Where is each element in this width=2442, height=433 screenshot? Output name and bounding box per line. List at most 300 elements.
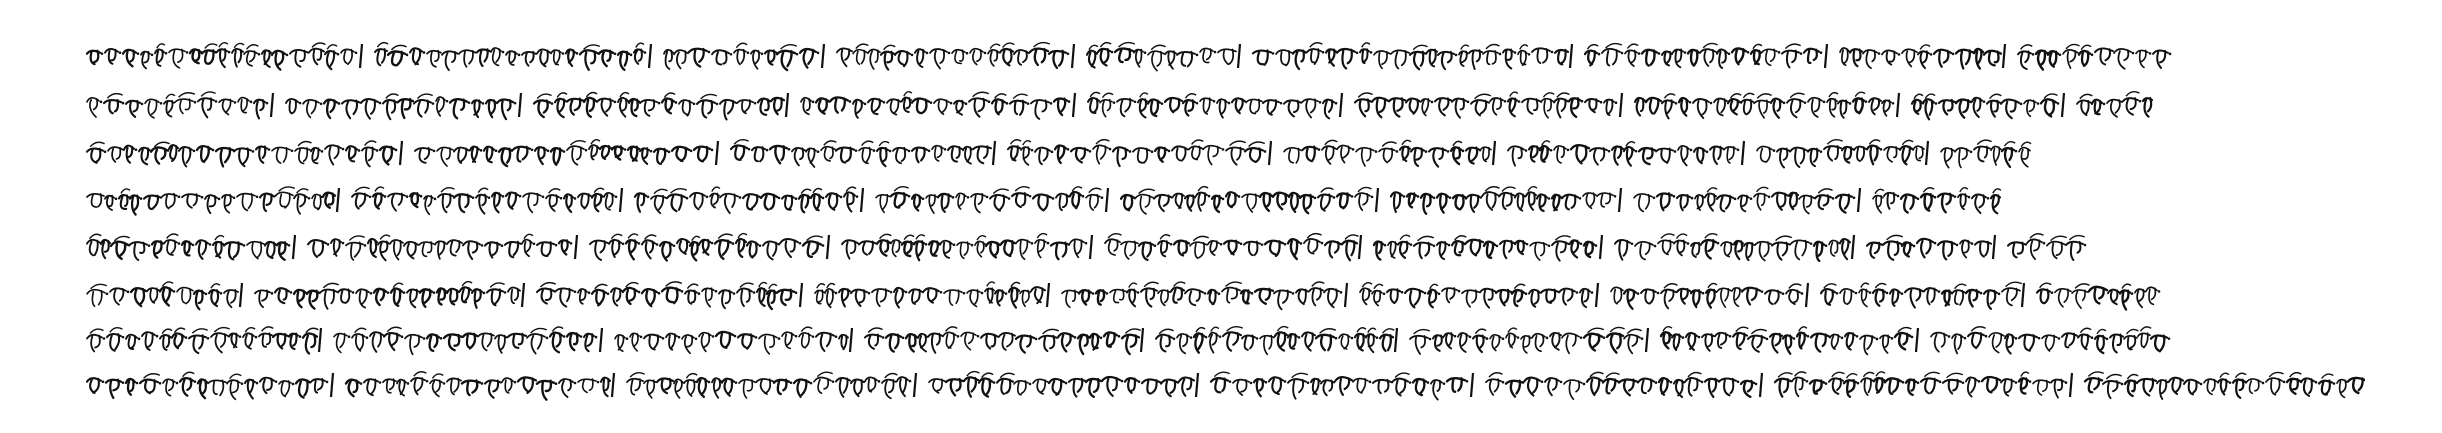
tsheg-dot xyxy=(1431,101,1434,104)
tsheg-dot xyxy=(342,242,345,245)
syllable-glyph xyxy=(513,147,530,162)
vowel-sign xyxy=(1312,282,1325,286)
syllable-glyph xyxy=(338,289,351,303)
tsheg-dot xyxy=(531,148,534,151)
syllable-glyph xyxy=(1049,379,1064,395)
vowel-sign xyxy=(2021,142,2031,146)
syllable-glyph xyxy=(1771,99,1782,118)
vowel-sign xyxy=(2122,284,2131,288)
tsheg-dot xyxy=(2058,337,2061,340)
vowel-sign xyxy=(1661,234,1675,238)
syllable-glyph xyxy=(1304,239,1320,254)
syllable-glyph xyxy=(1882,100,1891,116)
syllable-glyph xyxy=(1503,49,1513,68)
vowel-sign xyxy=(1400,235,1410,239)
vowel-sign xyxy=(1192,140,1204,144)
syllable-glyph xyxy=(87,149,103,163)
syllable-glyph xyxy=(600,146,611,159)
syllable-glyph xyxy=(1661,332,1671,348)
tsheg-dot xyxy=(555,244,558,247)
syllable-glyph xyxy=(164,240,177,255)
tsheg-dot xyxy=(443,382,446,385)
syllable-glyph xyxy=(666,333,677,349)
syllable-glyph xyxy=(289,334,298,349)
syllable-glyph xyxy=(1694,148,1705,163)
tsheg-dot xyxy=(864,103,867,106)
tsheg-dot xyxy=(1352,148,1355,151)
tsheg-dot xyxy=(122,102,125,105)
syllable-glyph xyxy=(1337,49,1355,68)
syllable-glyph xyxy=(689,49,707,67)
tsheg-dot xyxy=(855,149,858,152)
syllable-glyph xyxy=(460,287,471,302)
tsheg-dot xyxy=(1706,150,1709,153)
tsheg-dot xyxy=(299,335,302,338)
vowel-sign xyxy=(2075,284,2089,288)
vowel-sign xyxy=(1214,372,1229,376)
vowel-sign xyxy=(1011,282,1020,286)
syllable-glyph xyxy=(1912,100,1922,114)
syllable-glyph xyxy=(1218,49,1236,64)
syllable-glyph xyxy=(2055,289,2071,307)
syllable-glyph xyxy=(615,335,625,351)
syllable-glyph xyxy=(534,100,550,117)
vowel-sign xyxy=(1325,140,1338,144)
tsheg-dot xyxy=(1319,101,1322,104)
syllable-glyph xyxy=(1335,377,1352,395)
syllable-glyph xyxy=(1741,100,1753,115)
vowel-sign xyxy=(1778,373,1792,377)
vowel-sign xyxy=(1977,140,1991,144)
tsheg-dot xyxy=(320,102,323,105)
tsheg-dot xyxy=(2169,53,2172,56)
tsheg-dot xyxy=(185,336,188,339)
vowel-sign xyxy=(1100,43,1111,47)
syllable-glyph xyxy=(1051,243,1069,260)
tsheg-dot xyxy=(638,242,641,245)
tsheg-dot xyxy=(734,335,737,338)
syllable-glyph xyxy=(1968,333,1984,348)
tsheg-dot xyxy=(1065,382,1068,385)
syllable-glyph xyxy=(414,100,431,117)
tsheg-dot xyxy=(1880,148,1883,151)
syllable-glyph xyxy=(1799,196,1814,214)
tsheg-dot xyxy=(271,292,274,295)
vowel-sign xyxy=(654,189,668,193)
syllable-glyph xyxy=(388,194,405,211)
tsheg-dot xyxy=(1892,102,1895,105)
tsheg-dot xyxy=(615,196,618,199)
tsheg-dot xyxy=(647,195,650,198)
vowel-sign xyxy=(1321,188,1334,192)
syllable-glyph xyxy=(842,240,858,258)
tsheg-dot xyxy=(1074,336,1077,339)
tsheg-dot xyxy=(440,337,443,340)
syllable-glyph xyxy=(260,378,274,393)
syllable-glyph xyxy=(685,291,697,304)
syllable-glyph xyxy=(450,99,467,118)
syllable-glyph xyxy=(584,334,594,351)
tsheg-dot xyxy=(1546,337,1549,340)
syllable-glyph xyxy=(952,50,965,64)
tsheg-dot xyxy=(1376,336,1379,339)
tsheg-dot xyxy=(1930,53,1933,56)
syllable-glyph xyxy=(954,101,964,115)
vowel-sign xyxy=(817,284,825,288)
tsheg-dot xyxy=(1213,100,1216,103)
syllable-glyph xyxy=(1956,100,1971,118)
syllable-glyph xyxy=(774,380,789,394)
tsheg-dot xyxy=(1987,197,1990,200)
syllable-glyph xyxy=(346,146,357,161)
vowel-sign xyxy=(1249,142,1265,146)
syllable-glyph xyxy=(882,380,896,399)
syllable-glyph xyxy=(876,195,890,213)
tsheg-dot xyxy=(658,292,661,295)
tsheg-dot xyxy=(100,101,103,104)
syllable-glyph xyxy=(1121,241,1138,259)
shad-mark xyxy=(1926,141,1928,165)
syllable-glyph xyxy=(1641,289,1656,303)
vowel-sign xyxy=(1475,94,1491,98)
syllable-glyph xyxy=(1821,289,1835,305)
tsheg-dot xyxy=(761,52,764,55)
syllable-glyph xyxy=(1484,242,1495,258)
syllable-glyph xyxy=(1987,101,2000,117)
tsheg-dot xyxy=(1029,383,1032,386)
tsheg-dot xyxy=(1978,380,1981,383)
line-glyphs xyxy=(85,135,2035,171)
tsheg-dot xyxy=(1938,290,1941,293)
syllable-glyph xyxy=(912,195,921,211)
syllable-glyph xyxy=(1039,336,1057,351)
syllable-glyph xyxy=(373,193,383,208)
vowel-sign xyxy=(1920,45,1930,49)
tsheg-dot xyxy=(1653,196,1656,199)
syllable-glyph xyxy=(1624,290,1636,309)
tsheg-dot xyxy=(215,100,218,103)
syllable-glyph xyxy=(1541,99,1553,118)
vowel-sign xyxy=(1799,327,1807,331)
syllable-glyph xyxy=(1260,336,1274,355)
syllable-glyph xyxy=(487,289,503,305)
syllable-glyph xyxy=(1096,290,1105,304)
syllable-glyph xyxy=(1428,290,1437,308)
tsheg-dot xyxy=(337,53,340,56)
tsheg-dot xyxy=(1825,244,1828,247)
tsheg-dot xyxy=(981,292,984,295)
syllable-glyph xyxy=(792,148,805,165)
syllable-glyph xyxy=(404,242,418,259)
syllable-glyph xyxy=(551,50,561,65)
syllable-glyph xyxy=(1135,195,1153,214)
syllable-glyph xyxy=(578,194,591,209)
shad-mark xyxy=(600,328,602,352)
tsheg-dot xyxy=(986,196,989,199)
syllable-glyph xyxy=(1226,192,1237,207)
syllable-glyph xyxy=(906,334,917,351)
syllable-glyph xyxy=(1254,379,1264,396)
syllable-glyph xyxy=(152,241,163,257)
syllable-glyph xyxy=(1624,335,1640,354)
tsheg-dot xyxy=(1526,243,1529,246)
tsheg-dot xyxy=(165,52,168,55)
vowel-sign xyxy=(1925,94,1935,98)
tsheg-dot xyxy=(1138,380,1141,383)
syllable-glyph xyxy=(1337,193,1350,208)
shad-mark xyxy=(1090,235,1092,259)
vowel-sign xyxy=(323,283,338,287)
tsheg-dot xyxy=(2168,337,2171,340)
syllable-glyph xyxy=(352,334,365,351)
vowel-sign xyxy=(1971,327,1985,331)
syllable-glyph xyxy=(277,242,287,260)
shad-mark xyxy=(1345,283,1347,307)
syllable-glyph xyxy=(1155,148,1167,162)
tsheg-dot xyxy=(766,149,769,152)
tsheg-dot xyxy=(1111,51,1114,54)
tsheg-dot xyxy=(1208,195,1211,198)
syllable-glyph xyxy=(1100,100,1112,117)
vowel-sign xyxy=(1414,330,1430,334)
syllable-glyph xyxy=(1208,241,1219,255)
syllable-glyph xyxy=(629,99,639,116)
tsheg-dot xyxy=(711,242,714,245)
syllable-glyph xyxy=(1400,147,1410,161)
syllable-glyph xyxy=(2047,242,2065,259)
tsheg-dot xyxy=(1820,150,1823,153)
syllable-glyph xyxy=(1421,99,1430,116)
vowel-sign xyxy=(611,234,622,238)
shad-mark xyxy=(293,235,295,259)
syllable-glyph xyxy=(1715,333,1728,348)
syllable-glyph xyxy=(209,290,219,306)
tsheg-dot xyxy=(1878,52,1881,55)
syllable-glyph xyxy=(537,381,554,400)
syllable-glyph xyxy=(1612,146,1623,164)
vowel-sign xyxy=(2069,236,2084,240)
syllable-glyph xyxy=(444,334,462,350)
syllable-glyph xyxy=(1673,49,1683,67)
tsheg-dot xyxy=(748,148,751,151)
syllable-glyph xyxy=(1863,50,1877,68)
syllable-glyph xyxy=(1244,242,1260,256)
syllable-glyph xyxy=(331,239,341,256)
tsheg-dot xyxy=(1335,337,1338,340)
syllable-glyph xyxy=(427,51,441,67)
vowel-sign xyxy=(993,189,1008,193)
tsheg-dot xyxy=(650,150,653,153)
tsheg-dot xyxy=(588,291,591,294)
syllable-glyph xyxy=(1883,241,1901,259)
syllable-glyph xyxy=(1789,193,1798,210)
tsheg-dot xyxy=(966,52,969,55)
syllable-glyph xyxy=(997,379,1013,394)
syllable-glyph xyxy=(478,333,494,350)
syllable-glyph xyxy=(1200,98,1212,114)
tsheg-dot xyxy=(747,51,750,54)
syllable-glyph xyxy=(1559,289,1575,305)
shad-mark xyxy=(786,93,788,117)
syllable-glyph xyxy=(1791,240,1809,259)
syllable-glyph xyxy=(303,100,319,117)
syllable-glyph xyxy=(1733,333,1747,349)
syllable-glyph xyxy=(2027,239,2042,259)
syllable-glyph xyxy=(1486,379,1501,395)
vowel-sign xyxy=(201,92,215,96)
syllable-glyph xyxy=(1882,50,1897,64)
syllable-glyph xyxy=(1303,147,1317,162)
vowel-sign xyxy=(2051,236,2067,240)
tsheg-dot xyxy=(151,53,154,56)
vowel-sign xyxy=(167,234,179,238)
vowel-sign xyxy=(247,45,259,49)
syllable-glyph xyxy=(2337,380,2347,398)
tsheg-dot xyxy=(252,150,255,153)
tsheg-dot xyxy=(140,197,143,200)
vowel-sign xyxy=(1395,373,1409,377)
tsheg-dot xyxy=(2149,52,2152,55)
syllable-glyph xyxy=(697,100,715,117)
vowel-sign xyxy=(2235,373,2246,377)
vowel-sign xyxy=(982,373,994,377)
tsheg-dot xyxy=(348,335,351,338)
tsheg-dot xyxy=(160,102,163,105)
tsheg-dot xyxy=(1631,242,1634,245)
syllable-glyph xyxy=(990,195,1007,211)
syllable-glyph xyxy=(1453,195,1465,209)
tsheg-dot xyxy=(908,195,911,198)
syllable-glyph xyxy=(213,242,223,258)
vowel-sign xyxy=(192,329,207,333)
tsheg-dot xyxy=(963,292,966,295)
shad-mark xyxy=(1760,373,1762,397)
tsheg-dot xyxy=(1654,245,1657,248)
tsheg-dot xyxy=(547,149,550,152)
tsheg-dot xyxy=(2229,381,2232,384)
tsheg-dot xyxy=(1773,149,1776,152)
syllable-glyph xyxy=(126,101,140,117)
vowel-sign xyxy=(1307,234,1321,238)
tsheg-dot xyxy=(849,100,852,103)
shad-mark xyxy=(1340,93,1342,117)
syllable-glyph xyxy=(642,289,657,306)
syllable-glyph xyxy=(611,288,622,305)
syllable-glyph xyxy=(1942,291,1951,306)
tsheg-dot xyxy=(563,335,566,338)
syllable-glyph xyxy=(1974,147,1990,162)
shad-mark xyxy=(575,235,577,259)
syllable-glyph xyxy=(2246,379,2261,393)
syllable-glyph xyxy=(761,194,777,210)
syllable-glyph xyxy=(969,98,987,116)
syllable-glyph xyxy=(872,289,889,306)
syllable-glyph xyxy=(175,99,193,113)
vowel-sign xyxy=(1015,187,1029,191)
syllable-glyph xyxy=(334,334,347,353)
tsheg-dot xyxy=(1897,195,1900,198)
vowel-sign xyxy=(1362,43,1370,47)
tsheg-dot xyxy=(1144,51,1147,54)
syllable-glyph xyxy=(1156,335,1172,352)
syllable-glyph xyxy=(436,97,445,116)
syllable-glyph xyxy=(672,147,689,161)
syllable-glyph xyxy=(1526,192,1536,210)
vowel-sign xyxy=(121,189,130,193)
vowel-sign xyxy=(1789,284,1802,288)
syllable-glyph xyxy=(1717,50,1727,68)
syllable-glyph xyxy=(1524,378,1540,396)
syllable-glyph xyxy=(87,51,100,64)
syllable-glyph xyxy=(1890,289,1900,305)
syllable-glyph xyxy=(720,100,736,120)
vowel-sign xyxy=(1000,373,1014,377)
syllable-glyph xyxy=(747,241,758,257)
syllable-glyph xyxy=(1490,98,1503,115)
tsheg-dot xyxy=(1939,380,1942,383)
syllable-glyph xyxy=(160,335,171,350)
syllable-glyph xyxy=(837,48,852,66)
syllable-glyph xyxy=(1031,100,1049,119)
syllable-glyph xyxy=(106,380,121,398)
shad-mark xyxy=(519,93,521,117)
tsheg-dot xyxy=(675,101,678,104)
tsheg-dot xyxy=(194,380,197,383)
tsheg-dot xyxy=(234,101,237,104)
syllable-glyph xyxy=(1738,195,1749,211)
tsheg-dot xyxy=(1778,51,1781,54)
tsheg-dot xyxy=(1504,100,1507,103)
syllable-glyph xyxy=(1688,50,1699,66)
syllable-glyph xyxy=(1934,50,1951,67)
syllable-glyph xyxy=(1952,290,1965,305)
tsheg-dot xyxy=(730,53,733,56)
tsheg-dot xyxy=(1964,337,1967,340)
vowel-sign xyxy=(1542,141,1550,145)
shad-mark xyxy=(240,283,242,307)
vowel-sign xyxy=(1486,45,1500,49)
vowel-sign xyxy=(570,141,585,145)
syllable-glyph xyxy=(2146,287,2157,304)
syllable-glyph xyxy=(1867,243,1882,258)
syllable-glyph xyxy=(144,196,161,209)
vowel-sign xyxy=(1119,43,1135,47)
syllable-glyph xyxy=(662,288,680,303)
syllable-glyph xyxy=(1500,241,1514,258)
tsheg-dot xyxy=(1467,101,1470,104)
syllable-glyph xyxy=(1657,193,1672,210)
vowel-sign xyxy=(1292,373,1308,377)
vowel-sign xyxy=(179,93,195,97)
tsheg-dot xyxy=(406,54,409,57)
tsheg-dot xyxy=(1251,292,1254,295)
syllable-glyph xyxy=(1165,51,1176,69)
vowel-sign xyxy=(2290,373,2302,377)
syllable-glyph xyxy=(2001,379,2014,396)
tsheg-dot xyxy=(2158,290,2161,293)
tsheg-dot xyxy=(1750,197,1753,200)
syllable-glyph xyxy=(463,334,477,349)
tsheg-dot xyxy=(832,380,835,383)
syllable-glyph xyxy=(169,49,185,68)
tsheg-dot xyxy=(1106,292,1109,295)
tsheg-dot xyxy=(342,148,345,151)
tsheg-dot xyxy=(1284,380,1287,383)
syllable-glyph xyxy=(522,52,536,66)
syllable-glyph xyxy=(1732,288,1741,306)
vowel-sign xyxy=(595,284,608,288)
syllable-glyph xyxy=(255,290,270,307)
